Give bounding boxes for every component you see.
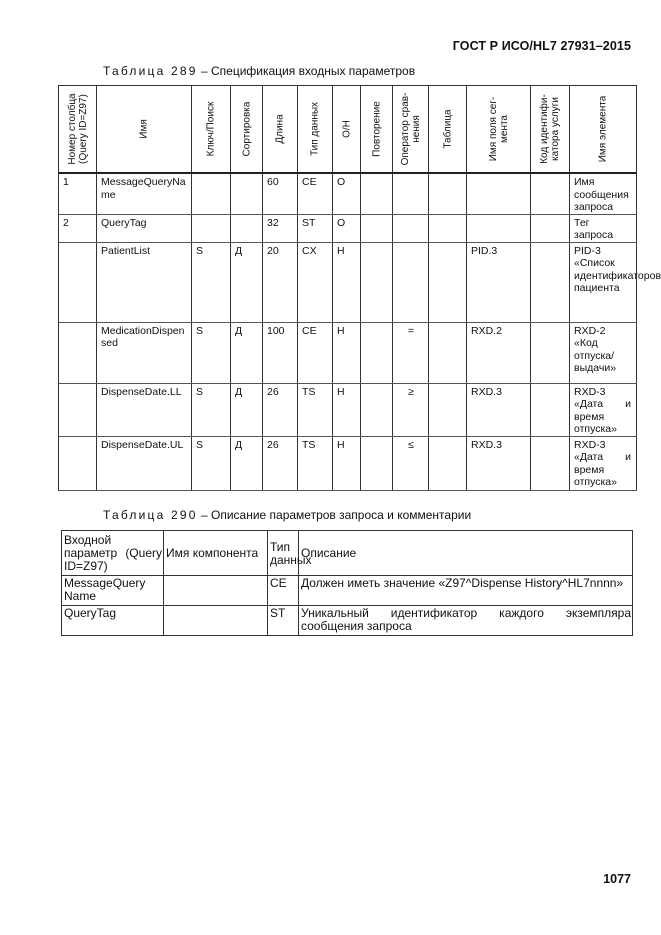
cell-repeat	[361, 242, 393, 322]
cell-repeat	[361, 436, 393, 490]
cell-service-id-code	[531, 173, 570, 214]
cell-segment-field: RXD.3	[467, 436, 531, 490]
cell-element-name: Тег запроса	[570, 214, 637, 242]
table-290-header-row	[62, 531, 633, 576]
cell-element-name: RXD-3 «Дата и время отпуска»	[570, 383, 637, 436]
cell-repeat	[361, 322, 393, 383]
cell-component-name	[164, 606, 268, 636]
cell-table	[429, 242, 467, 322]
col-header-label: Имя элемента	[597, 95, 609, 163]
col-header-repeat	[361, 86, 393, 174]
cell-segment-field: RXD.2	[467, 322, 531, 383]
cell-compare-operator	[393, 173, 429, 214]
table-row	[59, 436, 637, 490]
cell-compare-operator: =	[393, 322, 429, 383]
col-header-component-name: Имя компонента	[164, 531, 268, 576]
cell-segment-field: RXD.3	[467, 383, 531, 436]
col-header-label: Номер столбца (Query ID=Z97)	[66, 93, 89, 165]
cell-data-type: TS	[298, 383, 333, 436]
cell-column-number	[59, 322, 97, 383]
cell-segment-field	[467, 214, 531, 242]
cell-table	[429, 214, 467, 242]
cell-data-type: CE	[298, 322, 333, 383]
cell-name: DispenseDate.UL	[97, 436, 192, 490]
col-header-compare-operator	[393, 86, 429, 174]
col-header-segment-field	[467, 86, 531, 174]
col-header-label: Оператор срав- нения	[399, 92, 422, 166]
table-290-title: Описание параметров запроса и комментарии	[210, 508, 472, 522]
col-header-element-name	[570, 86, 637, 174]
cell-name: MedicationDispensed	[97, 322, 192, 383]
table-row	[59, 322, 637, 383]
cell-data-type: CX	[298, 242, 333, 322]
table-289-label: Таблица 289	[103, 64, 198, 78]
col-header-column-number	[59, 86, 97, 174]
cell-opt: Н	[333, 322, 361, 383]
cell-sort	[231, 214, 263, 242]
cell-repeat	[361, 214, 393, 242]
cell-opt: Н	[333, 436, 361, 490]
col-header-name	[97, 86, 192, 174]
cell-opt: Н	[333, 383, 361, 436]
table-289-header-row	[59, 86, 637, 174]
cell-sort: Д	[231, 242, 263, 322]
cell-column-number: 1	[59, 173, 97, 214]
table-row	[62, 606, 633, 636]
table-289-caption	[103, 64, 415, 78]
col-header-sort	[231, 86, 263, 174]
cell-table	[429, 322, 467, 383]
table-290-label: Таблица 290	[103, 508, 198, 522]
cell-key-search	[192, 173, 231, 214]
table-row	[59, 173, 637, 214]
cell-length: 20	[263, 242, 298, 322]
cell-data-type: CE	[268, 576, 299, 606]
cell-service-id-code	[531, 214, 570, 242]
cell-name: PatientList	[97, 242, 192, 322]
cell-table	[429, 173, 467, 214]
cell-data-type: TS	[298, 436, 333, 490]
col-header-label: Имя поля сег- мента	[487, 96, 510, 162]
col-header-label: Имя	[138, 119, 150, 139]
cell-table	[429, 383, 467, 436]
cell-element-name: PID-3 «Список идентификаторов пациента	[570, 242, 637, 322]
cell-column-number	[59, 242, 97, 322]
table-row	[62, 576, 633, 606]
cell-service-id-code	[531, 242, 570, 322]
cell-repeat	[361, 173, 393, 214]
cell-compare-operator	[393, 242, 429, 322]
cell-sort: Д	[231, 322, 263, 383]
col-header-label: Повторение	[371, 101, 382, 157]
page-number: 1077	[603, 872, 631, 886]
cell-data-type: ST	[298, 214, 333, 242]
cell-description: Должен иметь значение «Z97^Dispense History^HL7nnnn»	[299, 576, 633, 606]
cell-service-id-code	[531, 322, 570, 383]
cell-input-parameter: QueryTag	[62, 606, 164, 636]
cell-compare-operator: ≥	[393, 383, 429, 436]
cell-length: 100	[263, 322, 298, 383]
cell-opt: O	[333, 173, 361, 214]
cell-name: DispenseDate.LL	[97, 383, 192, 436]
col-header-label: Код идентифи- катора услуги	[539, 94, 561, 164]
cell-column-number	[59, 436, 97, 490]
cell-column-number	[59, 383, 97, 436]
cell-length: 60	[263, 173, 298, 214]
table-290-sep: –	[200, 508, 208, 522]
cell-key-search: S	[192, 436, 231, 490]
standard-id: ГОСТ Р ИСО/HL7 27931–2015	[452, 39, 631, 53]
cell-service-id-code	[531, 383, 570, 436]
cell-table	[429, 436, 467, 490]
table-row	[59, 214, 637, 242]
table-290	[61, 530, 633, 636]
table-289-sep: –	[200, 64, 208, 78]
table-289	[58, 85, 661, 491]
col-header-opt	[333, 86, 361, 174]
cell-length: 26	[263, 383, 298, 436]
cell-length: 32	[263, 214, 298, 242]
cell-compare-operator: ≤	[393, 436, 429, 490]
col-header-label: Длина	[274, 114, 286, 144]
cell-compare-operator	[393, 214, 429, 242]
cell-column-number: 2	[59, 214, 97, 242]
col-header-data-type: Тип данных	[268, 531, 299, 576]
col-header-label: Тип данных	[309, 101, 321, 157]
col-header-table	[429, 86, 467, 174]
cell-key-search: S	[192, 322, 231, 383]
cell-name: MessageQueryName	[97, 173, 192, 214]
cell-length: 26	[263, 436, 298, 490]
col-header-input-parameter: Входной параметр (Query ID=Z97)	[62, 531, 164, 576]
table-row	[59, 242, 637, 322]
col-header-key-search	[192, 86, 231, 174]
cell-sort: Д	[231, 383, 263, 436]
cell-element-name: Имя сообщения запроса	[570, 173, 637, 214]
cell-segment-field: PID.3	[467, 242, 531, 322]
cell-key-search	[192, 214, 231, 242]
cell-segment-field	[467, 173, 531, 214]
col-header-service-id-code	[531, 86, 570, 174]
col-header-label: О/Н	[341, 120, 352, 138]
cell-element-name: RXD-2 «Код отпуска/выдачи»	[570, 322, 637, 383]
col-header-data-type	[298, 86, 333, 174]
cell-repeat	[361, 383, 393, 436]
cell-service-id-code	[531, 436, 570, 490]
cell-input-parameter: MessageQuery Name	[62, 576, 164, 606]
cell-data-type: ST	[268, 606, 299, 636]
table-289-title: Спецификация входных параметров	[210, 64, 416, 78]
col-header-length	[263, 86, 298, 174]
table-row	[59, 383, 637, 436]
col-header-description: Описание	[299, 531, 633, 576]
cell-opt: Н	[333, 242, 361, 322]
cell-description: Уникальный идентификатор каждого экземпляра сообщения запроса	[299, 606, 633, 636]
table-290-caption	[103, 508, 471, 522]
cell-opt: O	[333, 214, 361, 242]
cell-component-name	[164, 576, 268, 606]
col-header-label: Сортировка	[241, 101, 252, 157]
col-header-label: Таблица	[442, 109, 453, 149]
cell-data-type: CE	[298, 173, 333, 214]
cell-name: QueryTag	[97, 214, 192, 242]
cell-sort	[231, 173, 263, 214]
cell-key-search: S	[192, 383, 231, 436]
cell-element-name: RXD-3 «Дата и время отпуска»	[570, 436, 637, 490]
cell-key-search: S	[192, 242, 231, 322]
col-header-label: Ключ/Поиск	[205, 101, 217, 157]
cell-sort: Д	[231, 436, 263, 490]
